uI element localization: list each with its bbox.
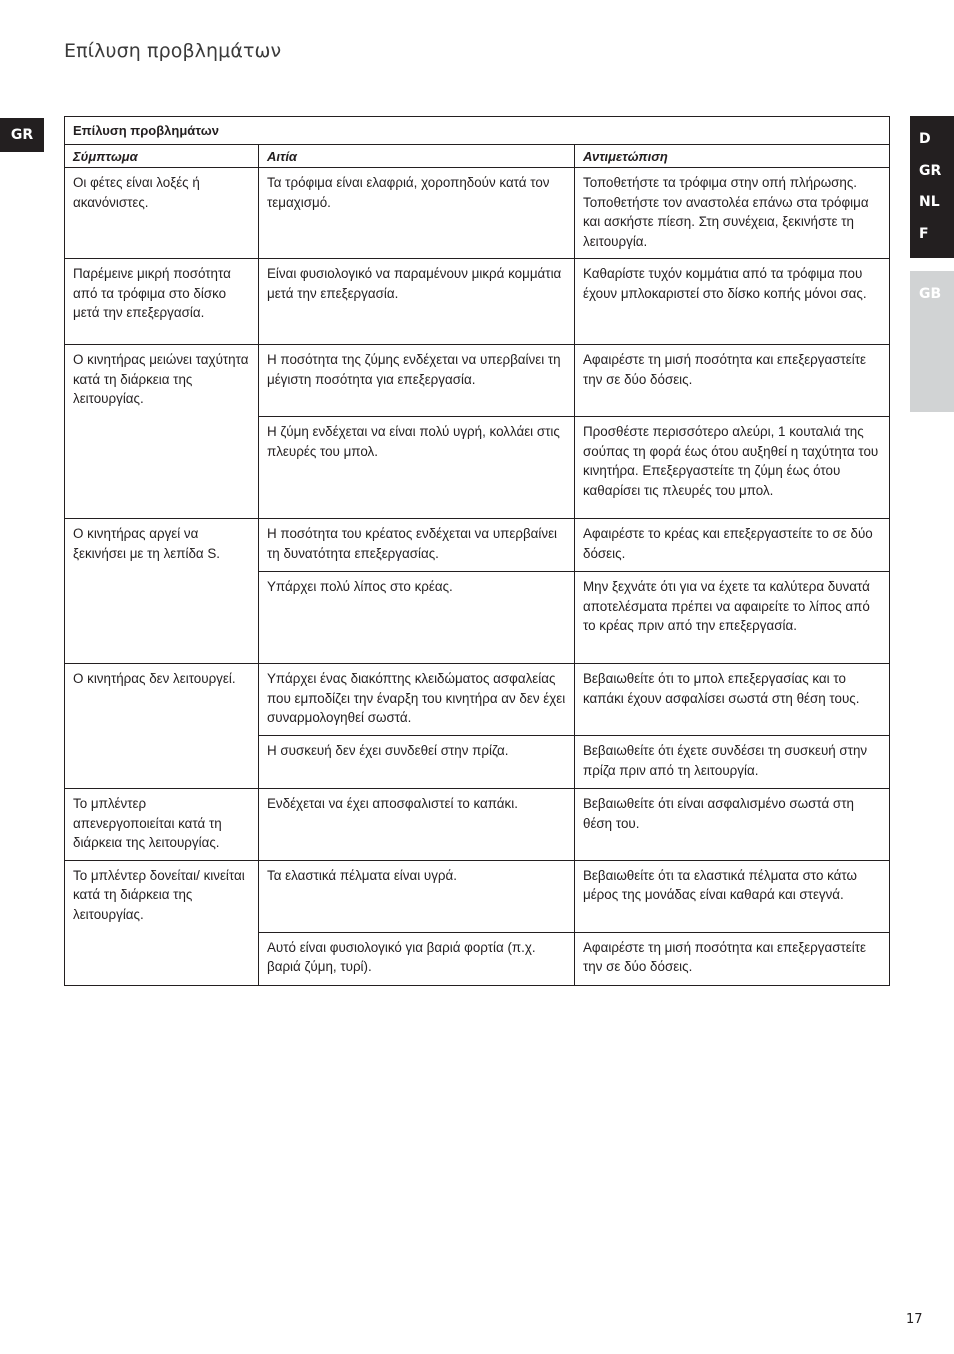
remedy-cell: Τοποθετήστε τα τρόφιμα στην οπή πλήρωσης. Τοποθετήστε τον αναστολέα επάνω στα τρόφιμα και ασκήστε πίεση. Στη συνέχεια, ξεκινήστε τη λειτουργία. <box>575 168 890 259</box>
symptom-cell: Το μπλέντερ απενεργοποιείται κατά τη διάρκεια της λειτουργίας. <box>65 789 259 861</box>
language-tab-gb-block <box>910 271 954 412</box>
remedy-cell: Αφαιρέστε τη μισή ποσότητα και επεξεργαστείτε την σε δύο δόσεις. <box>575 932 890 985</box>
column-header-cause: Αιτία <box>259 144 575 168</box>
column-header-remedy: Αντιμετώπιση <box>575 144 890 168</box>
table-row <box>65 168 890 259</box>
cause-cell: Η ποσότητα της ζύμης ενδέχεται να υπερβαίνει τη μέγιστη ποσότητα για επεξεργασία. <box>259 345 575 417</box>
symptom-cell: Ο κινητήρας αργεί να ξεκινήσει με τη λεπίδα S. <box>65 519 259 664</box>
cause-cell: Τα ελαστικά πέλματα είναι υγρά. <box>259 860 575 932</box>
language-tab-gb[interactable]: GB <box>919 286 942 302</box>
remedy-cell: Αφαιρέστε το κρέας και επεξεργαστείτε το σε δύο δόσεις. <box>575 519 890 572</box>
cause-cell: Ενδέχεται να έχει αποσφαλιστεί το καπάκι. <box>259 789 575 861</box>
remedy-cell: Καθαρίστε τυχόν κομμάτια από τα τρόφιμα που έχουν μπλοκαριστεί στο δίσκο κοπής μόνοι σας. <box>575 259 890 345</box>
page-title: Επίλυση προβλημάτων <box>64 40 282 62</box>
language-tab-nl[interactable]: NL <box>919 194 940 210</box>
table-row <box>65 519 890 572</box>
column-header-symptom: Σύμπτωμα <box>65 144 259 168</box>
page-number: 17 <box>906 1312 923 1327</box>
table-row <box>65 259 890 345</box>
table-row <box>65 345 890 417</box>
table-row <box>65 789 890 861</box>
cause-cell: Η ζύμη ενδέχεται να είναι πολύ υγρή, κολλάει στις πλευρές του μπολ. <box>259 417 575 519</box>
cause-cell: Η ποσότητα του κρέατος ενδέχεται να υπερβαίνει τη δυνατότητα επεξεργασίας. <box>259 519 575 572</box>
table-title: Επίλυση προβλημάτων <box>65 117 890 145</box>
cause-cell: Η συσκευή δεν έχει συνδεθεί στην πρίζα. <box>259 736 575 789</box>
remedy-cell: Βεβαιωθείτε ότι έχετε συνδέσει τη συσκευή στην πρίζα πριν από τη λειτουργία. <box>575 736 890 789</box>
remedy-cell: Βεβαιωθείτε ότι τα ελαστικά πέλματα στο κάτω μέρος της μονάδας είναι καθαρά και στεγνά. <box>575 860 890 932</box>
remedy-cell: Μην ξεχνάτε ότι για να έχετε τα καλύτερα δυνατά αποτελέσματα πρέπει να αφαιρείτε το λίπος από το κρέας πριν από την επεξεργασία. <box>575 572 890 664</box>
cause-cell: Υπάρχει πολύ λίπος στο κρέας. <box>259 572 575 664</box>
language-tab-d[interactable]: D <box>919 131 931 147</box>
remedy-cell: Βεβαιωθείτε ότι είναι ασφαλισμένο σωστά στη θέση του. <box>575 789 890 861</box>
language-tab-f[interactable]: F <box>919 225 929 242</box>
troubleshooting-table <box>64 116 890 986</box>
remedy-cell: Βεβαιωθείτε ότι το μπολ επεξεργασίας και το καπάκι έχουν ασφαλίσει σωστά στη θέση τους. <box>575 664 890 736</box>
language-tab-current: GR <box>0 118 44 152</box>
cause-cell: Αυτό είναι φυσιολογικό για βαριά φορτία (π.χ. βαριά ζύμη, τυρί). <box>259 932 575 985</box>
table-row <box>65 664 890 736</box>
cause-cell: Είναι φυσιολογικό να παραμένουν μικρά κομμάτια μετά την επεξεργασία. <box>259 259 575 345</box>
table-row <box>65 860 890 932</box>
symptom-cell: Το μπλέντερ δονείται/ κινείται κατά τη διάρκεια της λειτουργίας. <box>65 860 259 985</box>
remedy-cell: Προσθέστε περισσότερο αλεύρι, 1 κουταλιά της σούπας τη φορά έως ότου αυξηθεί η ταχύτητα του κινητήρα. Επεξεργαστείτε τη ζύμη έως ότου καθαρίσει τις πλευρές του μπολ. <box>575 417 890 519</box>
remedy-cell: Αφαιρέστε τη μισή ποσότητα και επεξεργαστείτε την σε δύο δόσεις. <box>575 345 890 417</box>
symptom-cell: Οι φέτες είναι λοξές ή ακανόνιστες. <box>65 168 259 259</box>
language-tab-gr[interactable]: GR <box>919 162 942 179</box>
symptom-cell: Ο κινητήρας μειώνει ταχύτητα κατά τη διάρκεια της λειτουργίας. <box>65 345 259 519</box>
symptom-cell: Παρέμεινε μικρή ποσότητα από τα τρόφιμα στο δίσκο μετά την επεξεργασία. <box>65 259 259 345</box>
cause-cell: Υπάρχει ένας διακόπτης κλειδώματος ασφαλείας που εμποδίζει την έναρξη του κινητήρα αν δεν έχει συναρμολογηθεί σωστά. <box>259 664 575 736</box>
symptom-cell: Ο κινητήρας δεν λειτουργεί. <box>65 664 259 789</box>
cause-cell: Τα τρόφιμα είναι ελαφριά, χοροπηδούν κατά τον τεμαχισμό. <box>259 168 575 259</box>
language-tabs-group <box>910 116 954 258</box>
